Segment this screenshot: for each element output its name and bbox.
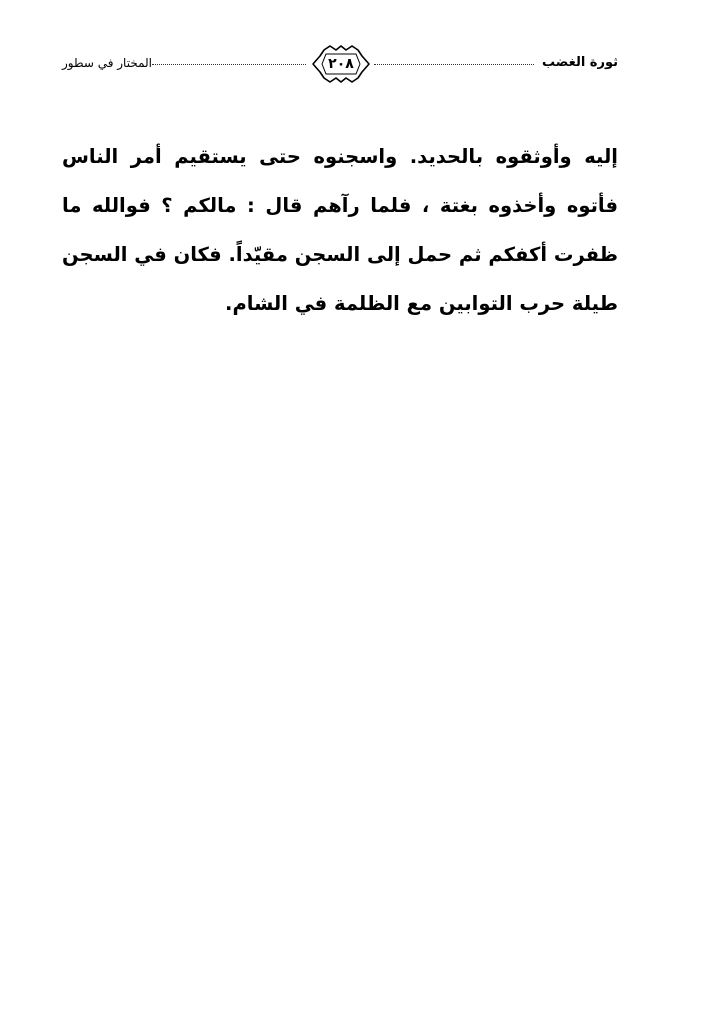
header-dotted-leader-left (152, 64, 306, 65)
paragraph: إليه وأوثقوه بالحديد. واسجنوه حتى يستقيم أمر الناس فأتوه وأخذوه بغتة ، فلما رآهم قال : مالكم ؟ فوالله ما ظفرت أكفكم ثم حمل إلى السجن مقيّداً. فكان في السجن طيلة حرب التوابين مع الظلمة في الشام. (62, 145, 618, 315)
page-number-badge (310, 44, 372, 84)
running-header (62, 44, 618, 84)
header-dotted-leader-right (374, 64, 534, 65)
body-text (62, 132, 618, 328)
page-number: ٢٠٨ (328, 56, 354, 72)
chapter-title: ثورة الغضب (542, 55, 618, 70)
book-title: المختار في سطور (62, 56, 153, 70)
